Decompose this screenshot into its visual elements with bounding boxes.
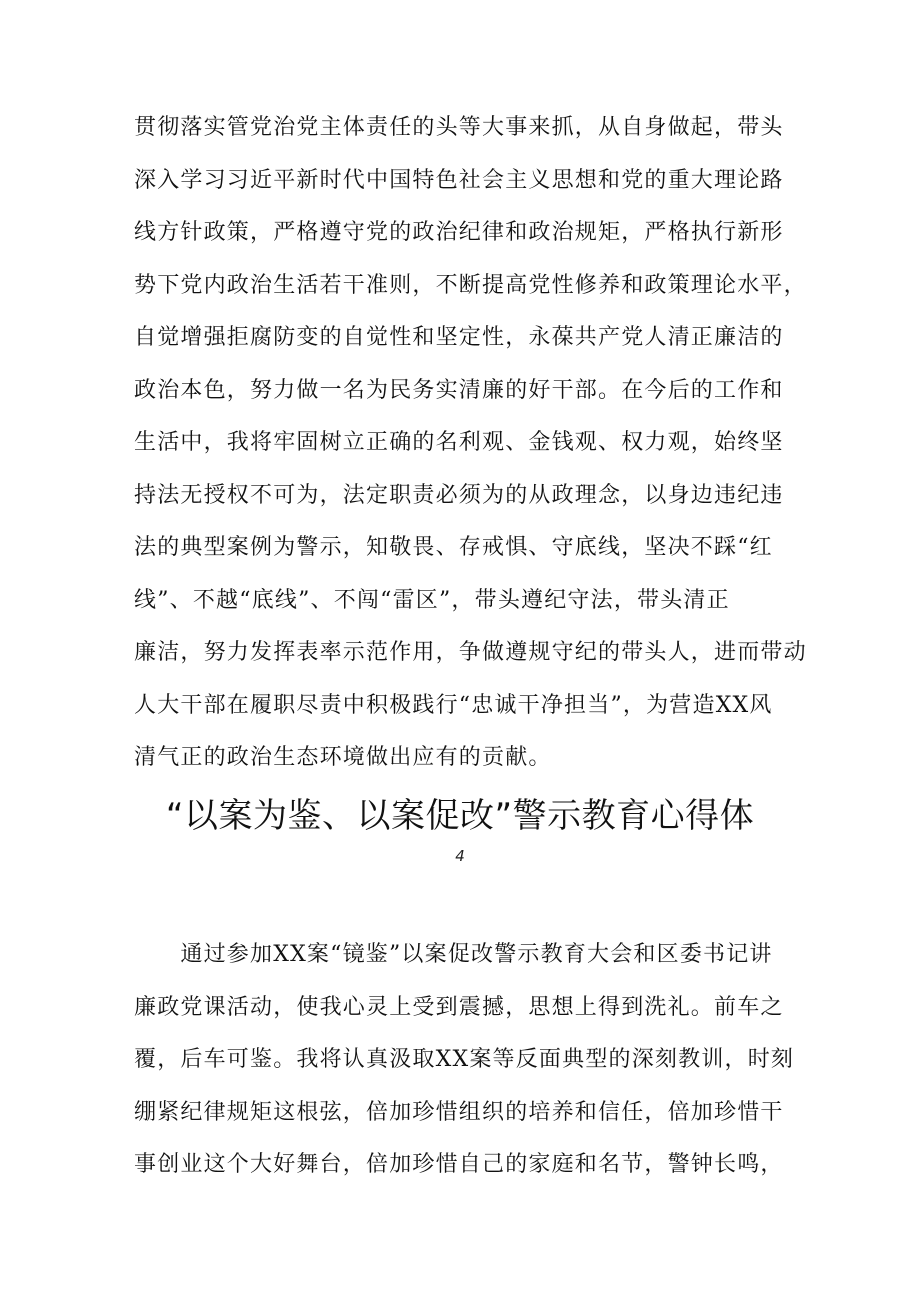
text-line: 清气正的政治生态环境做出应有的贡献。 [134,745,552,770]
text-line: 覆，后车可鉴。我将认真汲取XX案等反面典型的深刻教训，时刻 [134,1047,795,1072]
text-line: 法的典型案例为警示，知敬畏、存戒惧、守底线，坚决不踩“红 [134,535,773,560]
text-line: 持法无授权不可为，法定职责必须为的从政理念，以身边违纪违 [134,482,784,508]
text-line: 政治本色，努力做一名为民务实清廉的好干部。在今后的工作和 [134,377,784,403]
section-title: “以案为鉴、以案促改”警示教育心得体 [165,796,755,836]
text-line: 生活中，我将牢固树立正确的名利观、金钱观、权力观，始终坚 [134,430,784,455]
text-line: 线方针政策，严格遵守党的政治纪律和政治规矩，严格执行新形 [134,220,784,245]
text-line: 深入学习习近平新时代中国特色社会主义思想和党的重大理论路 [134,167,784,193]
text-line: 廉洁，努力发挥表率示范作用，争做遵规守纪的带头人，进而带动 [134,640,807,665]
section-title-number: 4 [455,847,465,865]
text-line: 绷紧纪律规矩这根弦，倍加珍惜组织的培养和信任，倍加珍惜干 [134,1099,784,1125]
text-line: 廉政党课活动，使我心灵上受到震撼，思想上得到洗礼。前车之 [134,994,784,1020]
text-line: 势下党内政治生活若干准则，不断提高党性修养和政策理论水平， [134,272,807,298]
paragraph-2 [134,929,794,1192]
text-line: 线”、不越“底线”、不闯“雷区”，带头遵纪守法，带头清正 [134,587,730,613]
text-line: 贯彻落实管党治党主体责任的头等大事来抓，从自身做起，带头 [134,115,784,140]
text-line: 人大干部在履职尽责中积极践行“忠诚干净担当”，为营造XX风 [134,692,773,718]
text-line: 通过参加XX案“镜鉴”以案促改警示教育大会和区委书记讲 [134,942,773,967]
text-line: 自觉增强拒腐防变的自觉性和坚定性，永葆共产党人清正廉洁的 [134,325,784,350]
text-line: 事创业这个大好舞台，倍加珍惜自己的家庭和名节，警钟长鸣， [134,1152,784,1177]
paragraph-1 [134,102,807,785]
